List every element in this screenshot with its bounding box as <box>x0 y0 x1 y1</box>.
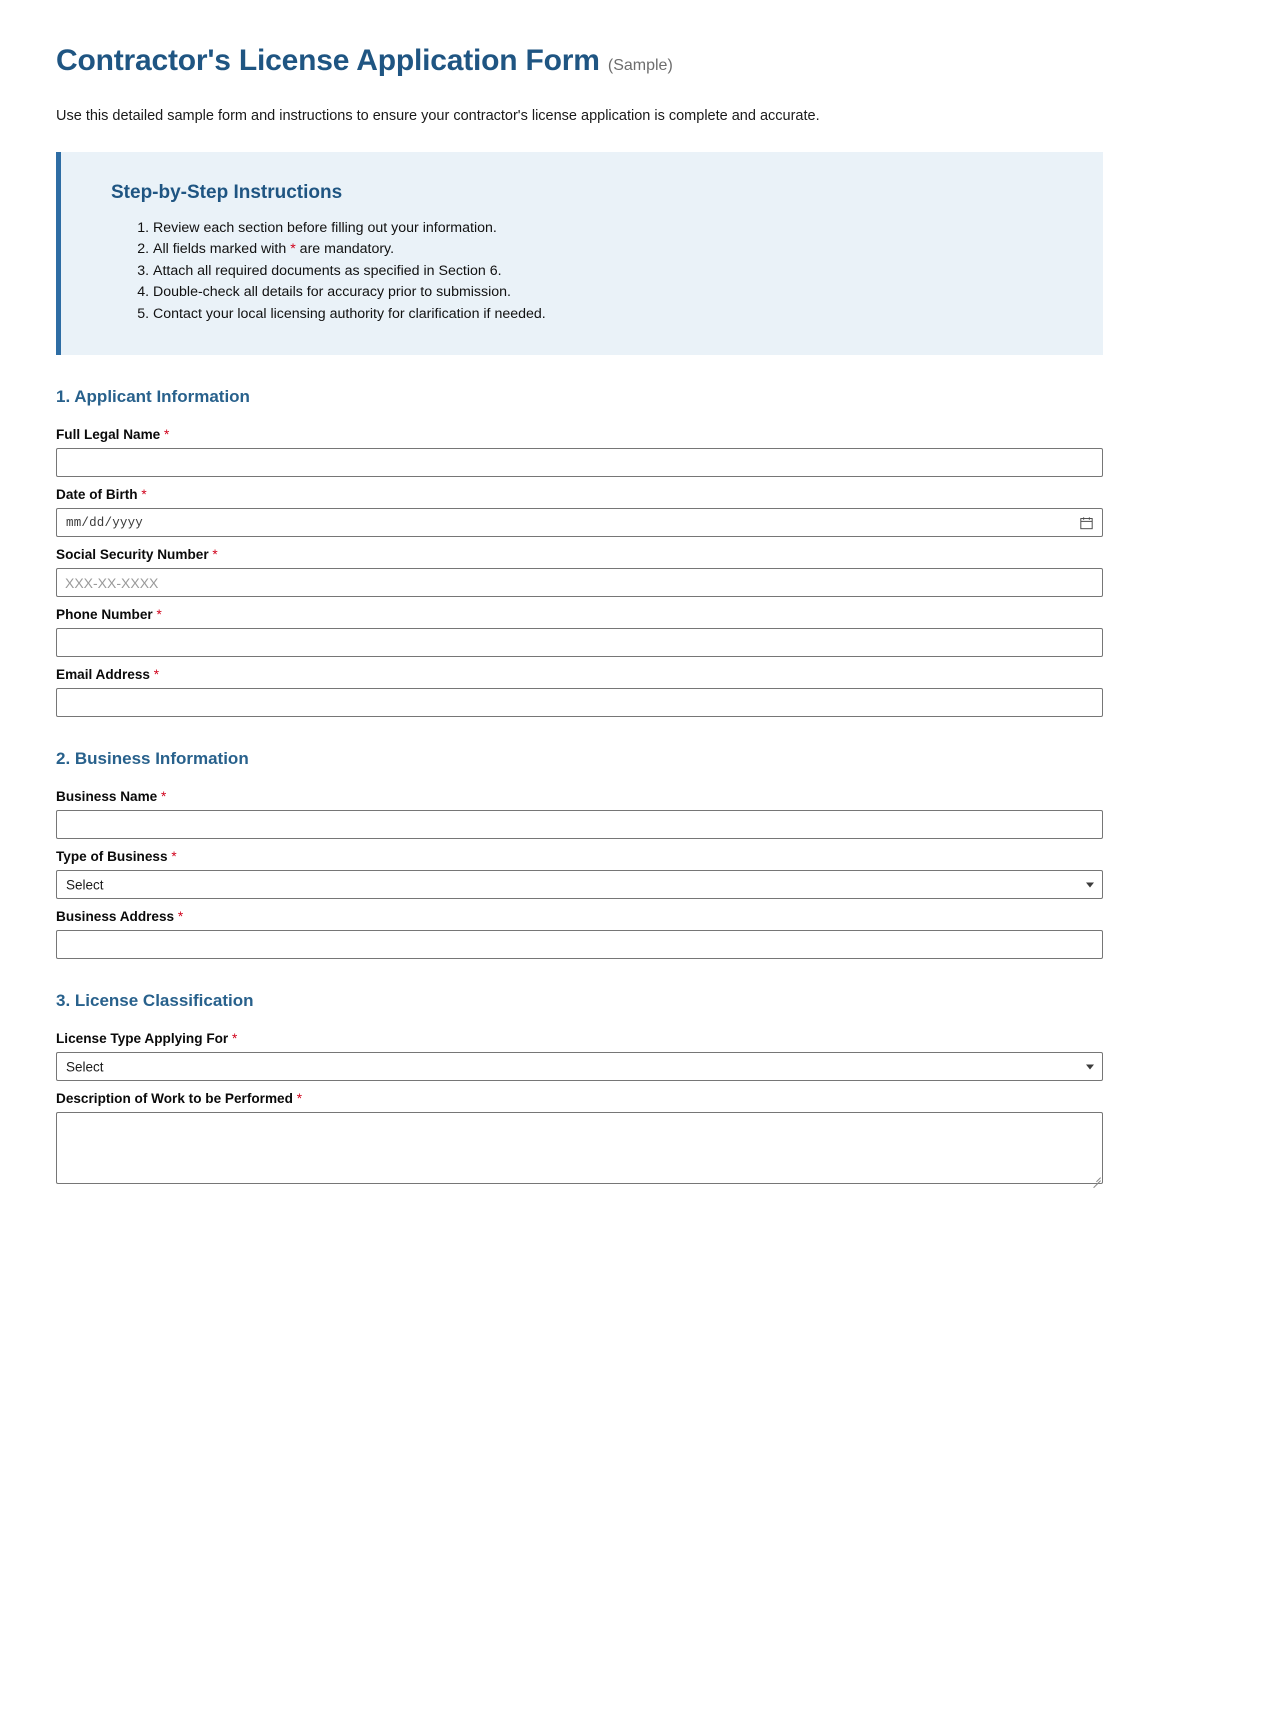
label-license-type <box>56 1031 1103 1046</box>
label-text: Type of Business <box>56 849 168 865</box>
field-full-legal-name <box>56 427 1103 477</box>
instruction-item-4: 4. Double-check all details for accuracy prior to submission. <box>153 282 1069 304</box>
required-asterisk: * <box>171 849 177 865</box>
business-name-input[interactable] <box>56 810 1103 839</box>
type-of-business-select[interactable] <box>56 870 1103 899</box>
chevron-down-icon[interactable] <box>1086 882 1094 887</box>
social-security-number-input[interactable] <box>56 568 1103 597</box>
label-social-security-number <box>56 547 1103 562</box>
required-asterisk: * <box>141 487 147 503</box>
required-asterisk-inline: * <box>290 241 296 258</box>
required-asterisk: * <box>212 547 218 563</box>
instructions-title: Step-by-Step Instructions <box>111 181 343 203</box>
date-placeholder-text: mm/dd/yyyy <box>66 515 144 530</box>
required-asterisk: * <box>164 427 170 443</box>
section-license-classification <box>56 991 1103 1184</box>
instruction-item-5: 5. Contact your local licensing authority for clarification if needed. <box>153 304 1069 326</box>
label-business-address <box>56 909 1103 924</box>
instruction-item-2 <box>153 239 1069 261</box>
field-type-of-business <box>56 849 1103 899</box>
field-business-address <box>56 909 1103 959</box>
email-address-input[interactable] <box>56 688 1103 717</box>
field-date-of-birth <box>56 487 1103 537</box>
label-email-address <box>56 667 1103 682</box>
section-applicant-information <box>56 387 1103 717</box>
section-business-information <box>56 749 1103 959</box>
label-text: Full Legal Name <box>56 427 161 443</box>
business-address-input[interactable] <box>56 930 1103 959</box>
required-asterisk: * <box>232 1031 238 1047</box>
instruction-item-2-prefix: All fields marked with <box>153 241 291 258</box>
instruction-item-2-suffix: are mandatory. <box>295 241 395 258</box>
full-legal-name-input[interactable] <box>56 448 1103 477</box>
phone-number-input[interactable] <box>56 628 1103 657</box>
field-email-address <box>56 667 1103 717</box>
label-text: Phone Number <box>56 607 153 623</box>
calendar-icon[interactable] <box>1080 516 1093 529</box>
label-work-description <box>56 1091 1103 1106</box>
label-full-legal-name <box>56 427 1103 442</box>
label-text: Description of Work to be Performed <box>56 1091 293 1107</box>
page-title-text: Contractor's License Application Form <box>56 44 600 77</box>
section-title-applicant: 1. Applicant Information <box>56 387 250 407</box>
label-text: Business Name <box>56 789 158 805</box>
intro-text: Use this detailed sample form and instructions to ensure your contractor's license application is complete and accurate. <box>56 107 820 124</box>
instructions-list <box>95 218 1069 326</box>
required-asterisk: * <box>153 667 160 683</box>
label-text: Social Security Number <box>56 547 209 563</box>
resize-handle-icon[interactable] <box>1090 1171 1101 1182</box>
required-asterisk: * <box>177 909 184 925</box>
required-asterisk: * <box>156 607 162 623</box>
label-type-of-business <box>56 849 1103 864</box>
page-title <box>56 44 1103 79</box>
instruction-item-3: 3. Attach all required documents as specified in Section 6. <box>153 261 1069 283</box>
instructions-callout <box>56 152 1103 356</box>
field-work-description <box>56 1091 1103 1184</box>
license-type-select[interactable] <box>56 1052 1103 1081</box>
license-type-selected-value: Select <box>66 1059 104 1075</box>
label-text: License Type Applying For <box>56 1031 229 1047</box>
type-of-business-selected-value: Select <box>66 877 104 893</box>
sample-tag: (Sample) <box>607 57 673 74</box>
section-title-business: 2. Business Information <box>56 749 249 769</box>
field-phone-number <box>56 607 1103 657</box>
date-of-birth-input[interactable] <box>56 508 1103 537</box>
label-business-name <box>56 789 1103 804</box>
field-business-name <box>56 789 1103 839</box>
label-date-of-birth <box>56 487 1103 502</box>
field-social-security-number <box>56 547 1103 597</box>
work-description-textarea[interactable] <box>56 1112 1103 1184</box>
label-text: Business Address <box>56 909 175 925</box>
chevron-down-icon[interactable] <box>1086 1064 1094 1069</box>
label-text: Date of Birth <box>56 487 138 503</box>
section-title-license: 3. License Classification <box>56 991 254 1011</box>
required-asterisk: * <box>161 789 167 805</box>
label-text: Email Address <box>56 667 150 683</box>
label-phone-number <box>56 607 1103 622</box>
field-license-type <box>56 1031 1103 1081</box>
instruction-item-1: 1. Review each section before filling out your information. <box>153 218 1069 240</box>
required-asterisk: * <box>296 1091 302 1107</box>
